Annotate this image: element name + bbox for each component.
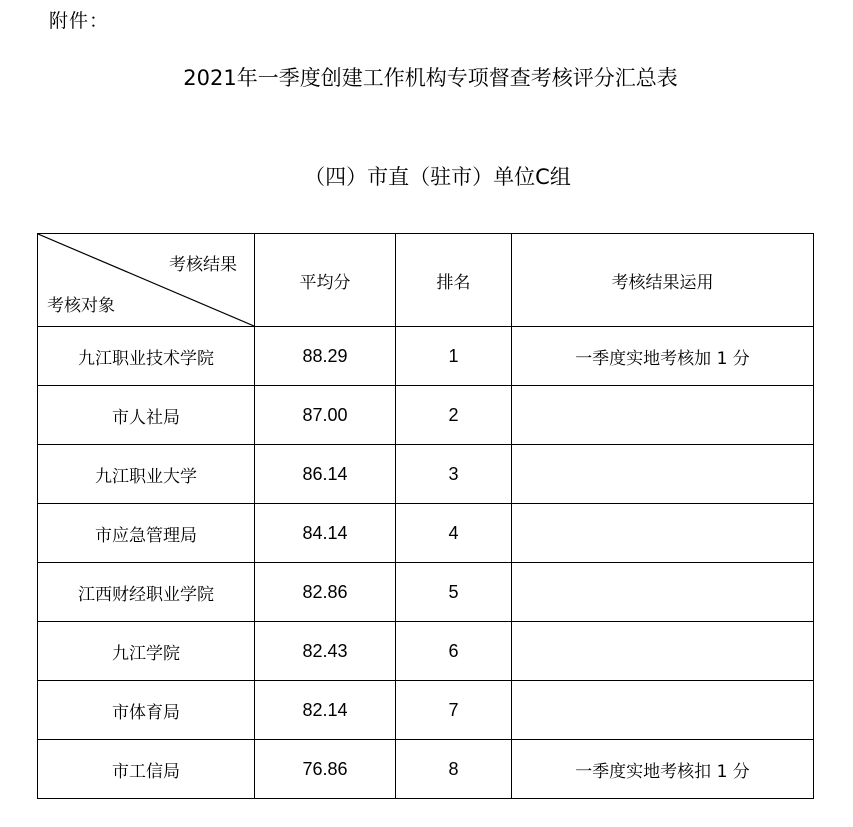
attachment-label: 附件： [49, 10, 110, 32]
header-result-label: 考核结果 [169, 255, 237, 275]
unit-name-cell: 九江学院 [38, 622, 255, 681]
table-header-row [38, 234, 814, 327]
average-score-cell: 82.86 [255, 563, 396, 622]
rank-cell: 1 [396, 327, 512, 386]
average-score-cell: 82.43 [255, 622, 396, 681]
result-usage-cell [512, 622, 814, 681]
header-result-usage: 考核结果运用 [512, 234, 814, 327]
unit-name-cell: 九江职业技术学院 [38, 327, 255, 386]
average-score-cell: 87.00 [255, 386, 396, 445]
average-score-cell: 88.29 [255, 327, 396, 386]
unit-name-cell: 九江职业大学 [38, 445, 255, 504]
table-row [38, 681, 814, 740]
average-score-cell: 76.86 [255, 740, 396, 799]
rank-cell: 8 [396, 740, 512, 799]
rank-cell: 2 [396, 386, 512, 445]
rank-cell: 6 [396, 622, 512, 681]
table-row [38, 445, 814, 504]
document-subtitle: （四）市直（驻市）单位C组 [304, 165, 571, 189]
table-row [38, 504, 814, 563]
unit-name-cell: 市应急管理局 [38, 504, 255, 563]
average-score-cell: 86.14 [255, 445, 396, 504]
result-usage-cell [512, 445, 814, 504]
result-usage-cell [512, 681, 814, 740]
score-summary-table [37, 233, 814, 799]
result-usage-cell [512, 563, 814, 622]
header-rank: 排名 [396, 234, 512, 327]
table-row [38, 622, 814, 681]
result-usage-cell [512, 504, 814, 563]
rank-cell: 7 [396, 681, 512, 740]
average-score-cell: 84.14 [255, 504, 396, 563]
rank-cell: 4 [396, 504, 512, 563]
unit-name-cell: 江西财经职业学院 [38, 563, 255, 622]
document-title: 2021年一季度创建工作机构专项督查考核评分汇总表 [183, 66, 678, 90]
table-row [38, 327, 814, 386]
result-usage-cell: 一季度实地考核加 1 分 [512, 327, 814, 386]
unit-name-cell: 市体育局 [38, 681, 255, 740]
unit-name-cell: 市人社局 [38, 386, 255, 445]
table-row [38, 386, 814, 445]
average-score-cell: 82.14 [255, 681, 396, 740]
header-target-label: 考核对象 [47, 296, 115, 316]
rank-cell: 3 [396, 445, 512, 504]
table-row [38, 563, 814, 622]
result-usage-cell [512, 386, 814, 445]
result-usage-cell: 一季度实地考核扣 1 分 [512, 740, 814, 799]
rank-cell: 5 [396, 563, 512, 622]
unit-name-cell: 市工信局 [38, 740, 255, 799]
header-average-score: 平均分 [255, 234, 396, 327]
table-row [38, 740, 814, 799]
diagonal-header-cell [38, 234, 255, 327]
